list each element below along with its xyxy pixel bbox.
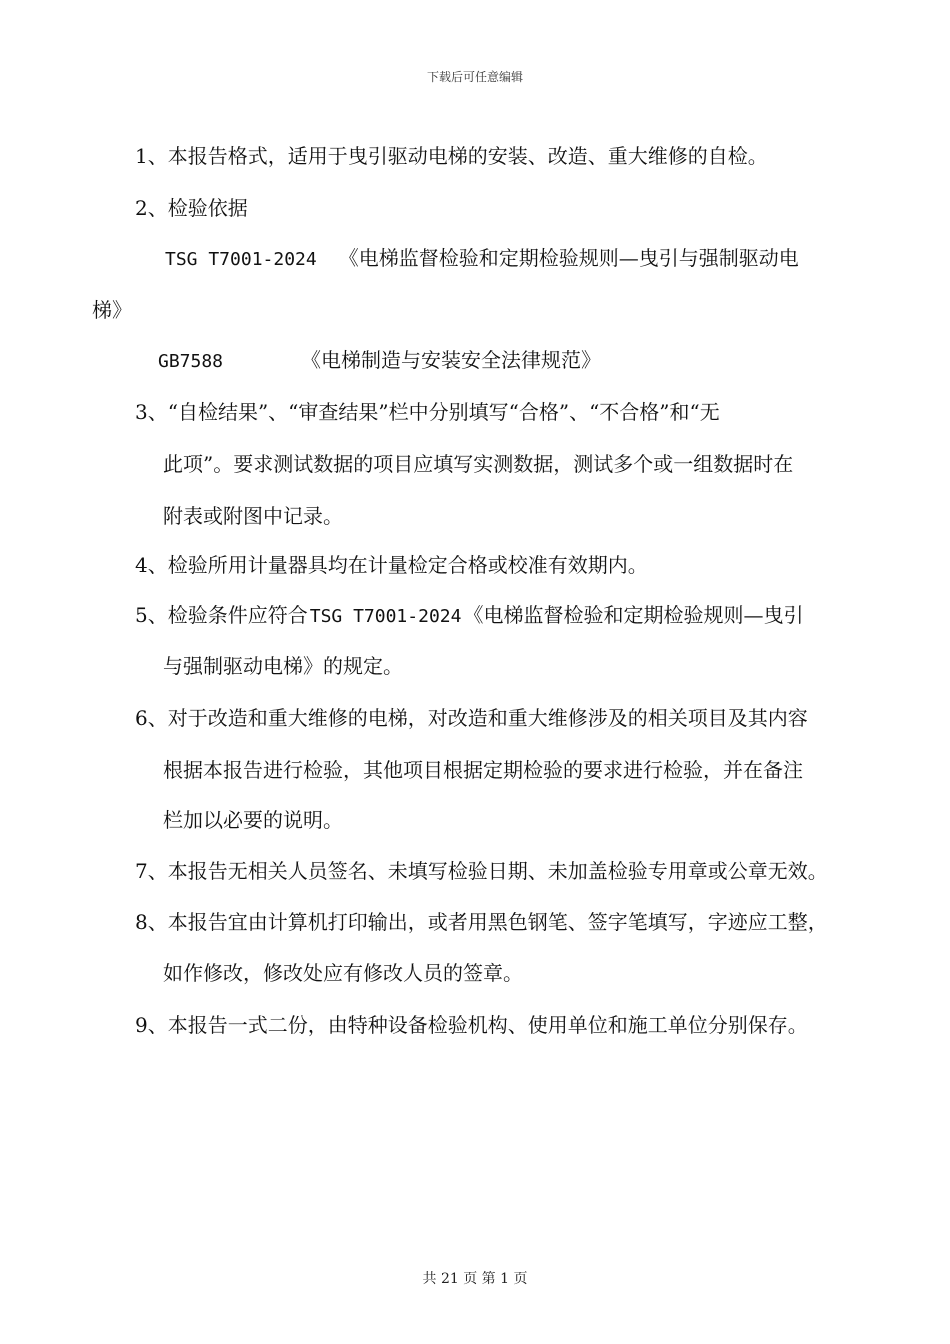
note-item-6: 6、对于改造和重大维修的电梯，对改造和重大维修涉及的相关项目及其内容 xyxy=(135,706,808,730)
note-item-2: 2、检验依据 xyxy=(135,196,248,220)
reference-1-title: 《电梯监督检验和定期检验规则—曳引与强制驱动电 xyxy=(338,246,799,270)
page-header: 下载后可任意编辑 xyxy=(426,70,523,84)
note-item-3: 3、“自检结果”、“审查结果”栏中分别填写“合格”、“不合格”和“无 xyxy=(135,400,720,424)
reference-2 xyxy=(158,346,601,376)
reference-1 xyxy=(165,244,799,274)
note-item-8: 8、本报告宜由计算机打印输出，或者用黑色钢笔、签字笔填写，字迹应工整， xyxy=(135,910,828,934)
note-item-9: 9、本报告一式二份，由特种设备检验机构、使用单位和施工单位分别保存。 xyxy=(135,1013,808,1037)
note-item-5-line-2: 与强制驱动电梯》的规定。 xyxy=(163,654,403,678)
note-item-8-line-2: 如作修改，修改处应有修改人员的签章。 xyxy=(163,961,523,985)
note-item-6-line-2: 根据本报告进行检验，其他项目根据定期检验的要求进行检验，并在备注 xyxy=(163,758,803,782)
note-item-7: 7、本报告无相关人员签名、未填写检验日期、未加盖检验专用章或公章无效。 xyxy=(135,859,828,883)
note-item-5-prefix: 5、检验条件应符合 xyxy=(135,603,308,627)
note-item-1: 1、本报告格式，适用于曳引驱动电梯的安装、改造、重大维修的自检。 xyxy=(135,144,768,168)
note-item-5-code: TSG T7001-2024 xyxy=(309,606,462,627)
note-item-6-line-3: 栏加以必要的说明。 xyxy=(163,808,343,832)
note-item-4: 4、检验所用计量器具均在计量检定合格或校准有效期内。 xyxy=(135,553,648,577)
reference-1-code: TSG T7001-2024 xyxy=(165,249,317,270)
page-footer: 共 21 页 第 1 页 xyxy=(422,1271,528,1287)
note-item-3-line-2: 此项”。要求测试数据的项目应填写实测数据，测试多个或一组数据时在 xyxy=(163,452,794,476)
reference-2-code: GB7588 xyxy=(158,351,224,372)
note-item-3-line-3: 附表或附图中记录。 xyxy=(163,504,343,528)
note-item-5-title: 《电梯监督检验和定期检验规则—曳引 xyxy=(463,603,804,627)
reference-1-continued: 梯》 xyxy=(92,298,132,322)
note-item-5 xyxy=(135,601,803,631)
reference-2-title: 《电梯制造与安装安全法律规范》 xyxy=(301,348,602,372)
